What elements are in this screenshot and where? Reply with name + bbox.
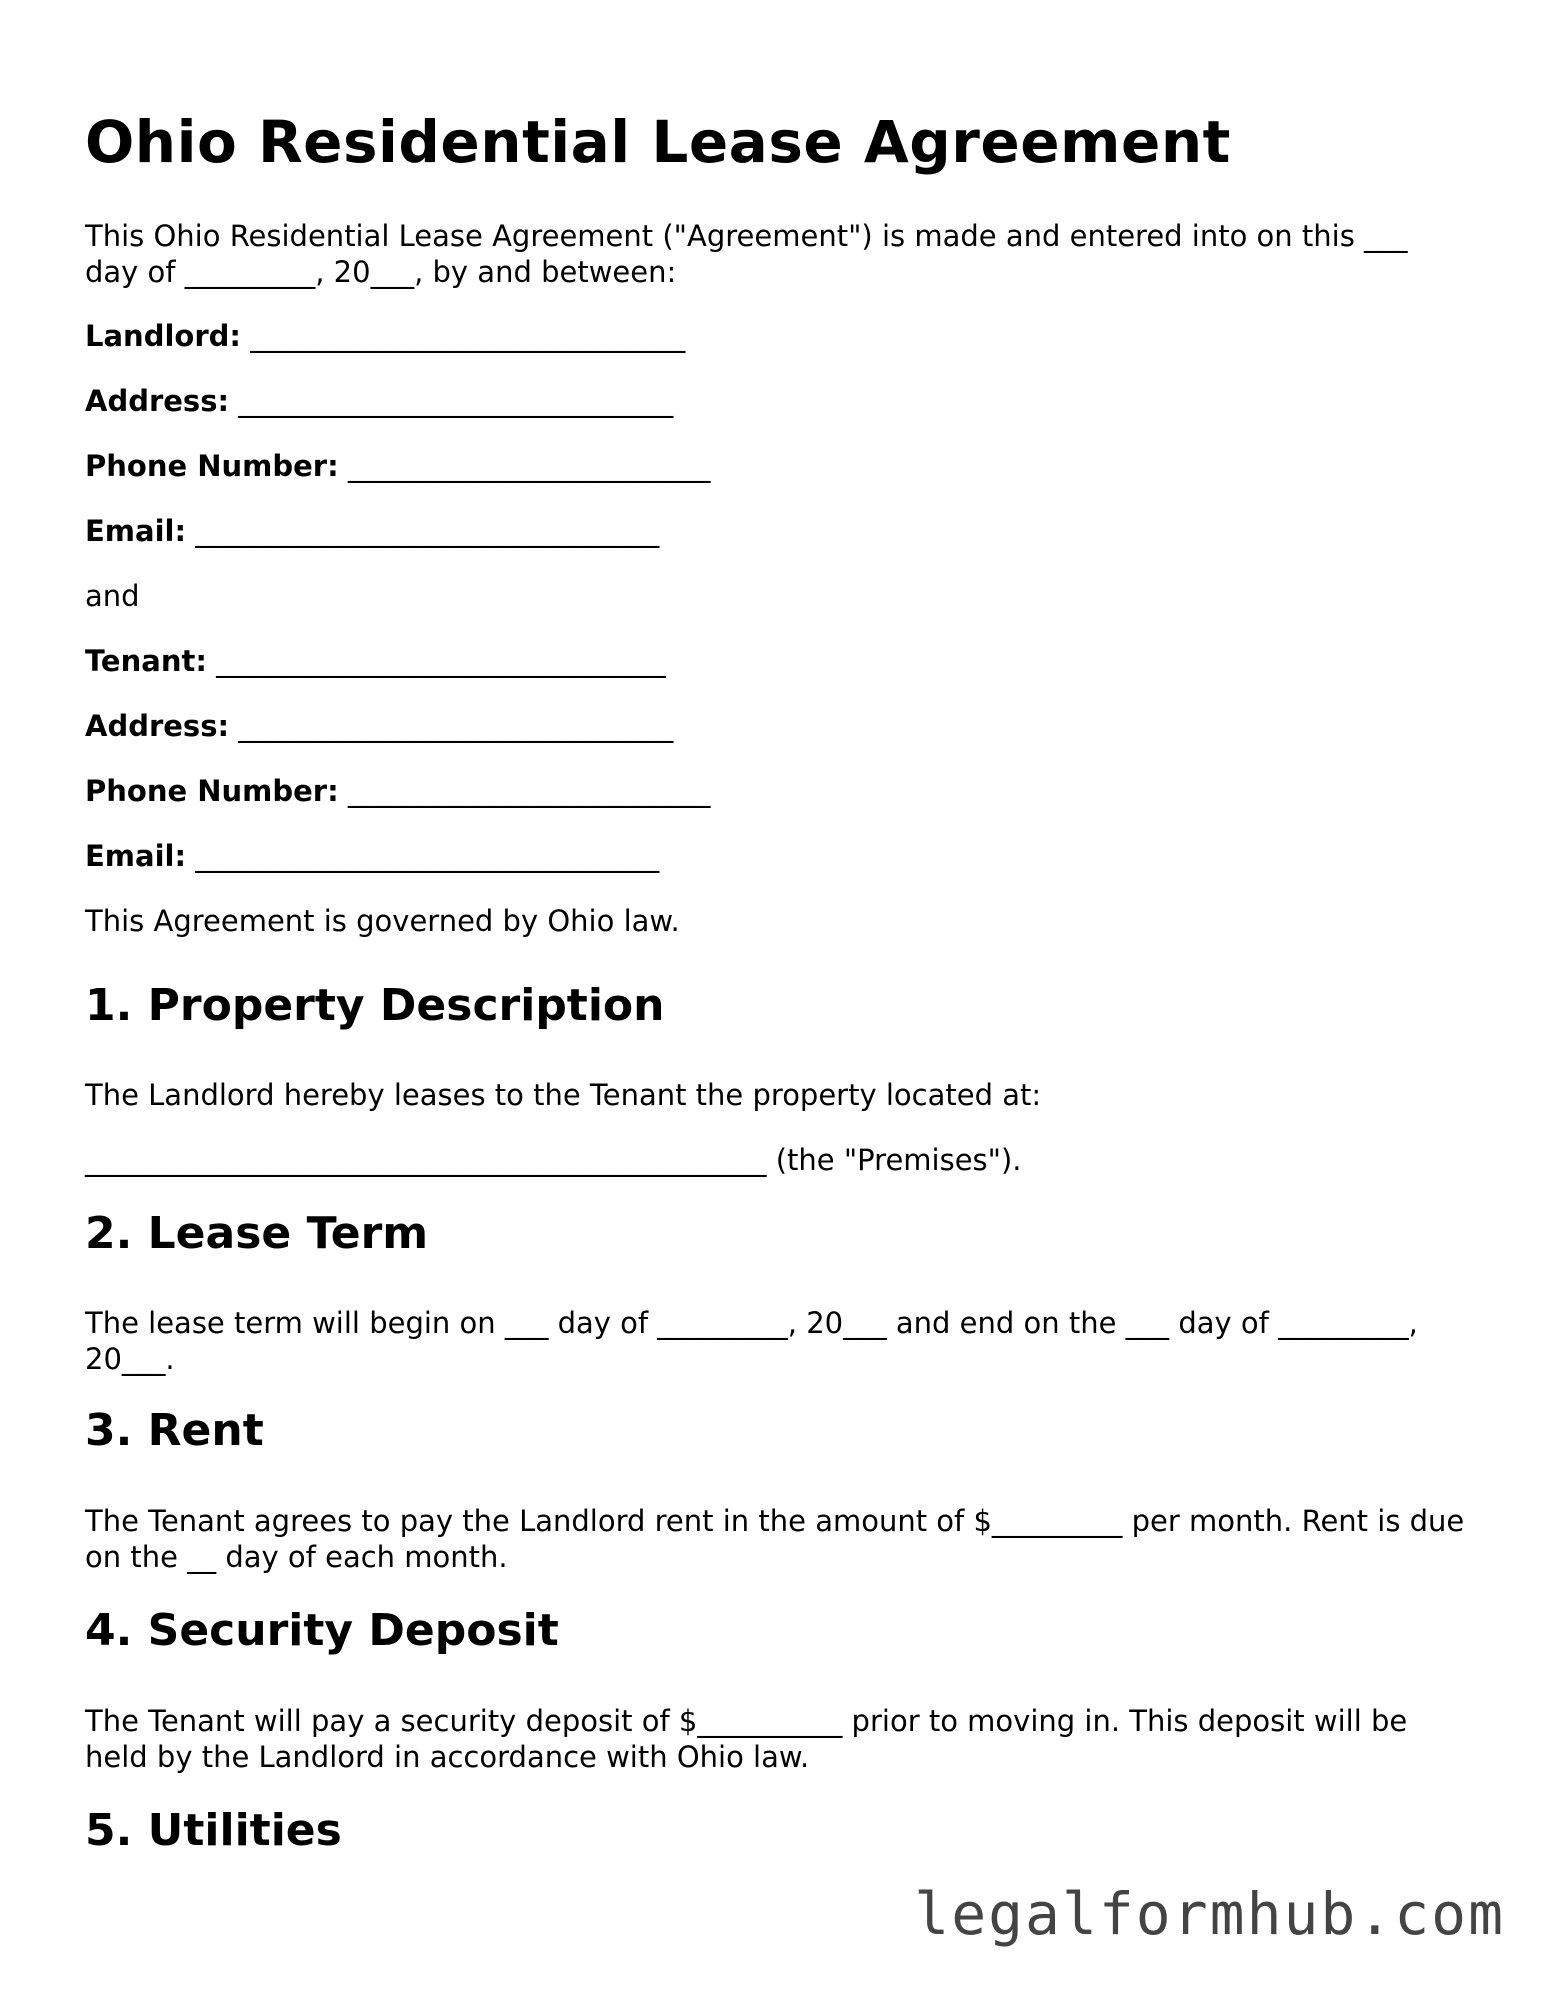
intro-paragraph: This Ohio Residential Lease Agreement ("Agreement") is made and entered into on this ___ day of _________, 20___, by and between: bbox=[85, 219, 1408, 289]
tenant-address-field bbox=[85, 708, 673, 744]
section-heading-lease-term: 2. Lease Term bbox=[85, 1208, 429, 1259]
document-title: Ohio Residential Lease Agreement bbox=[85, 108, 1231, 176]
landlord-email-label: Email: bbox=[85, 514, 187, 548]
section-heading-rent: 3. Rent bbox=[85, 1405, 264, 1456]
tenant-address-blank: ______________________________ bbox=[238, 709, 674, 743]
governing-law-text: This Agreement is governed by Ohio law. bbox=[85, 904, 680, 938]
tenant-address-label: Address: bbox=[85, 709, 230, 743]
tenant-email-field bbox=[85, 838, 659, 874]
tenant-name-label: Tenant: bbox=[85, 644, 207, 678]
and-text: and bbox=[85, 579, 140, 613]
landlord-email-blank: ________________________________ bbox=[195, 514, 660, 548]
landlord-email-field bbox=[85, 513, 659, 549]
landlord-phone-field bbox=[85, 448, 710, 484]
landlord-address-blank: ______________________________ bbox=[238, 384, 674, 418]
section-text-lease-term: The lease term will begin on ___ day of _________, 20___ and end on the ___ day of _________, 20___. bbox=[85, 1306, 1418, 1376]
tenant-email-label: Email: bbox=[85, 839, 187, 873]
landlord-name-field bbox=[85, 318, 685, 354]
landlord-name-label: Landlord: bbox=[85, 319, 241, 353]
section-text-premises: _______________________________________________ (the "Premises"). bbox=[85, 1143, 1022, 1177]
watermark-logo: legalformhub.com bbox=[914, 1880, 1505, 1948]
landlord-phone-label: Phone Number: bbox=[85, 449, 339, 483]
tenant-name-field bbox=[85, 643, 666, 679]
section-text-security-deposit: The Tenant will pay a security deposit of $__________ prior to moving in. This deposit will be held by the Landlord in accordance with Ohio law. bbox=[85, 1704, 1408, 1774]
section-heading-security-deposit: 4. Security Deposit bbox=[85, 1605, 559, 1656]
tenant-name-blank: _______________________________ bbox=[216, 644, 666, 678]
landlord-name-blank: ______________________________ bbox=[250, 319, 686, 353]
tenant-phone-label: Phone Number: bbox=[85, 774, 339, 808]
tenant-phone-field bbox=[85, 773, 710, 809]
landlord-phone-blank: _________________________ bbox=[347, 449, 711, 483]
tenant-email-blank: ________________________________ bbox=[195, 839, 660, 873]
section-text-property: The Landlord hereby leases to the Tenant the property located at: bbox=[85, 1078, 1042, 1112]
section-heading-property: 1. Property Description bbox=[85, 980, 665, 1031]
landlord-address-field bbox=[85, 383, 673, 419]
section-heading-utilities: 5. Utilities bbox=[85, 1805, 342, 1856]
tenant-phone-blank: _________________________ bbox=[347, 774, 711, 808]
section-text-rent: The Tenant agrees to pay the Landlord rent in the amount of $_________ per month. Rent is due on the __ day of each month. bbox=[85, 1504, 1465, 1574]
landlord-address-label: Address: bbox=[85, 384, 230, 418]
